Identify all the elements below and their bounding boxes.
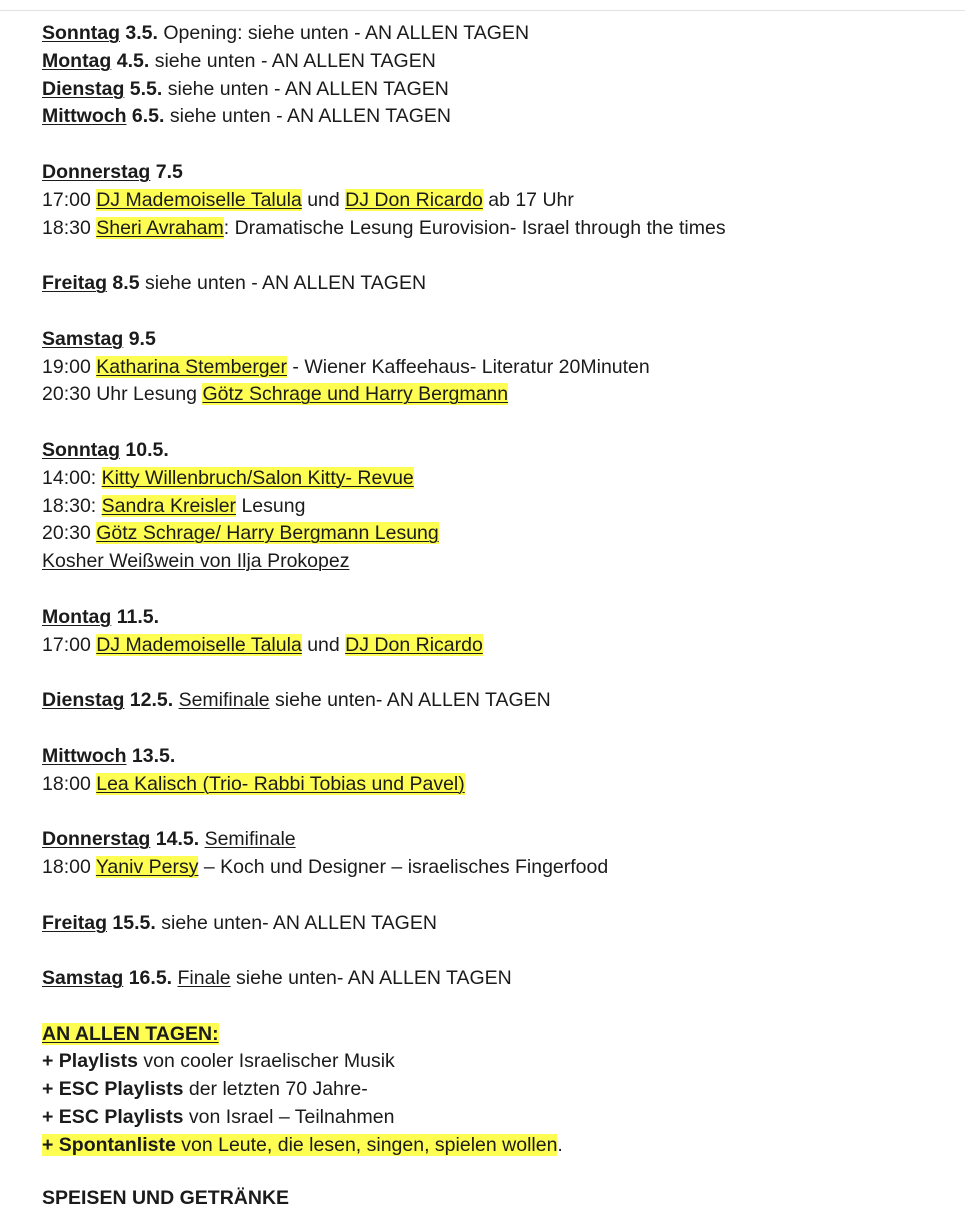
highlighted-text: Sheri Avraham: [96, 216, 224, 239]
program-line: [42, 854, 952, 882]
highlighted-text: Katharina Stemberger: [96, 355, 287, 378]
text-segment: Mittwoch: [42, 105, 127, 128]
blank-line: [42, 798, 952, 826]
text-segment: + ESC Playlists: [42, 1106, 184, 1129]
blank-line: [42, 242, 952, 270]
text-segment: - Wiener Kaffeehaus- Literatur 20Minuten: [287, 355, 650, 378]
program-line: [42, 76, 952, 104]
blank-line: [42, 715, 952, 743]
text-segment: siehe unten- AN ALLEN TAGEN: [230, 967, 512, 990]
text-segment: der letzten 70 Jahre-: [183, 1078, 368, 1101]
text-segment: siehe unten- AN ALLEN TAGEN: [269, 689, 551, 712]
highlighted-text: Lea Kalisch (Trio- Rabbi Tobias und Pavel): [96, 772, 465, 795]
highlighted-text: AN ALLEN TAGEN:: [42, 1022, 219, 1045]
text-segment: Kosher Weißwein von Ilja Prokopez: [42, 550, 350, 573]
text-segment: Freitag: [42, 272, 108, 295]
program-line: [42, 743, 952, 771]
text-segment: Lesung: [236, 494, 306, 517]
program-line: [42, 437, 952, 465]
text-segment: Montag: [42, 49, 112, 72]
program-line: [42, 48, 952, 76]
highlighted-text: DJ Don Ricardo: [345, 633, 483, 656]
program-line: [42, 187, 952, 215]
text-segment: ab 17 Uhr: [482, 188, 574, 211]
blank-line: [42, 882, 952, 910]
text-segment: 5.5.: [124, 77, 163, 100]
text-segment: 7.5: [150, 160, 183, 183]
program-line: [42, 354, 952, 382]
program-line: [42, 1021, 952, 1049]
program-line: [42, 771, 952, 799]
program-line: [42, 1132, 952, 1160]
program-line: [42, 465, 952, 493]
highlighted-text: DJ Mademoiselle Talula: [96, 188, 302, 211]
text-segment: 11.5.: [111, 605, 160, 628]
text-segment: : Dramatische Lesung Eurovision- Israel through the times: [223, 216, 726, 239]
program-line: [42, 1104, 952, 1132]
highlighted-text: + Spontanliste: [42, 1133, 176, 1156]
top-divider: [0, 10, 965, 11]
text-segment: 18:00: [42, 772, 97, 795]
text-segment: .: [557, 1133, 563, 1156]
highlighted-text: Götz Schrage/ Harry Bergmann Lesung: [96, 522, 439, 545]
program-line: [42, 326, 952, 354]
text-segment: Freitag: [42, 911, 108, 934]
highlighted-text: von Leute, die lesen, singen, spielen wollen: [175, 1133, 558, 1156]
text-segment: 14.5.: [150, 828, 200, 851]
blank-line: [42, 576, 952, 604]
highlighted-text: Kitty Willenbruch/Salon Kitty- Revue: [101, 466, 414, 489]
text-segment: + Playlists: [42, 1050, 138, 1073]
blank-line: [42, 131, 952, 159]
text-segment: 16.5.: [123, 967, 173, 990]
program-line: [42, 548, 952, 576]
program-line: [42, 215, 952, 243]
text-segment: Finale: [177, 967, 231, 990]
program-line: [42, 965, 952, 993]
highlighted-text: Götz Schrage und Harry Bergmann: [202, 383, 509, 406]
program-line: [42, 103, 952, 131]
text-segment: 17:00: [42, 188, 97, 211]
text-segment: siehe unten - AN ALLEN TAGEN: [139, 272, 427, 295]
text-segment: von cooler Israelischer Musik: [137, 1050, 395, 1073]
text-segment: 18:30: [42, 216, 97, 239]
program-document: [42, 20, 952, 1160]
text-segment: siehe unten - AN ALLEN TAGEN: [149, 49, 436, 72]
text-segment: Samstag: [42, 327, 124, 350]
program-line: [42, 159, 952, 187]
text-segment: 6.5.: [126, 105, 165, 128]
program-line: [42, 1048, 952, 1076]
program-line: [42, 826, 952, 854]
text-segment: Sonntag: [42, 438, 120, 461]
text-segment: Donnerstag: [42, 828, 151, 851]
text-segment: siehe unten- AN ALLEN TAGEN: [155, 911, 437, 934]
blank-line: [42, 409, 952, 437]
highlighted-text: DJ Don Ricardo: [345, 188, 483, 211]
program-line: [42, 520, 952, 548]
program-line: [42, 493, 952, 521]
text-segment: 9.5: [123, 327, 156, 350]
text-segment: Donnerstag: [42, 160, 151, 183]
text-segment: 18:00: [42, 855, 96, 878]
text-segment: Semifinale: [204, 828, 296, 851]
text-segment: 20:30: [42, 522, 97, 545]
text-segment: 3.5.: [120, 22, 158, 44]
text-segment: von Israel – Teilnahmen: [183, 1106, 395, 1129]
program-line: [42, 1076, 952, 1104]
text-segment: Samstag: [42, 967, 124, 990]
text-segment: und: [301, 633, 346, 656]
program-line: [42, 20, 952, 48]
text-segment: 15.5.: [107, 911, 156, 934]
text-segment: – Koch und Designer – israelisches Fingerfood: [198, 855, 609, 878]
program-line: [42, 632, 952, 660]
text-segment: 4.5.: [111, 49, 150, 72]
highlighted-text: Sandra Kreisler: [101, 494, 237, 517]
text-segment: Dienstag: [42, 77, 125, 100]
text-segment: 10.5.: [120, 438, 169, 461]
text-segment: siehe unten - AN ALLEN TAGEN: [162, 77, 449, 100]
highlighted-text: Yaniv Persy: [95, 855, 199, 878]
program-line: [42, 381, 952, 409]
text-segment: Dienstag: [42, 689, 125, 712]
blank-line: [42, 937, 952, 965]
text-segment: 18:30:: [42, 494, 102, 517]
blank-line: [42, 993, 952, 1021]
text-segment: 20:30 Uhr Lesung: [42, 383, 203, 406]
text-segment: 8.5: [107, 272, 140, 295]
text-segment: Montag: [42, 605, 112, 628]
text-segment: Opening: siehe unten - AN ALLEN TAGEN: [157, 22, 530, 44]
text-segment: Mittwoch: [42, 744, 127, 767]
text-segment: 13.5.: [126, 744, 176, 767]
text-segment: + ESC Playlists: [42, 1078, 184, 1101]
blank-line: [42, 659, 952, 687]
text-segment: 14:00:: [42, 466, 102, 489]
text-segment: und: [301, 188, 346, 211]
text-segment: 19:00: [42, 355, 97, 378]
text-segment: 12.5.: [124, 689, 174, 712]
program-line: [42, 270, 952, 298]
text-segment: Semifinale: [178, 689, 270, 712]
text-segment: 17:00: [42, 633, 97, 656]
program-line: [42, 604, 952, 632]
program-line: [42, 910, 952, 938]
text-segment: Sonntag: [42, 22, 120, 44]
cut-off-heading: SPEISEN UND GETRÄNKE: [42, 1187, 290, 1209]
highlighted-text: DJ Mademoiselle Talula: [96, 633, 302, 656]
program-line: [42, 687, 952, 715]
text-segment: siehe unten - AN ALLEN TAGEN: [164, 105, 451, 128]
blank-line: [42, 298, 952, 326]
